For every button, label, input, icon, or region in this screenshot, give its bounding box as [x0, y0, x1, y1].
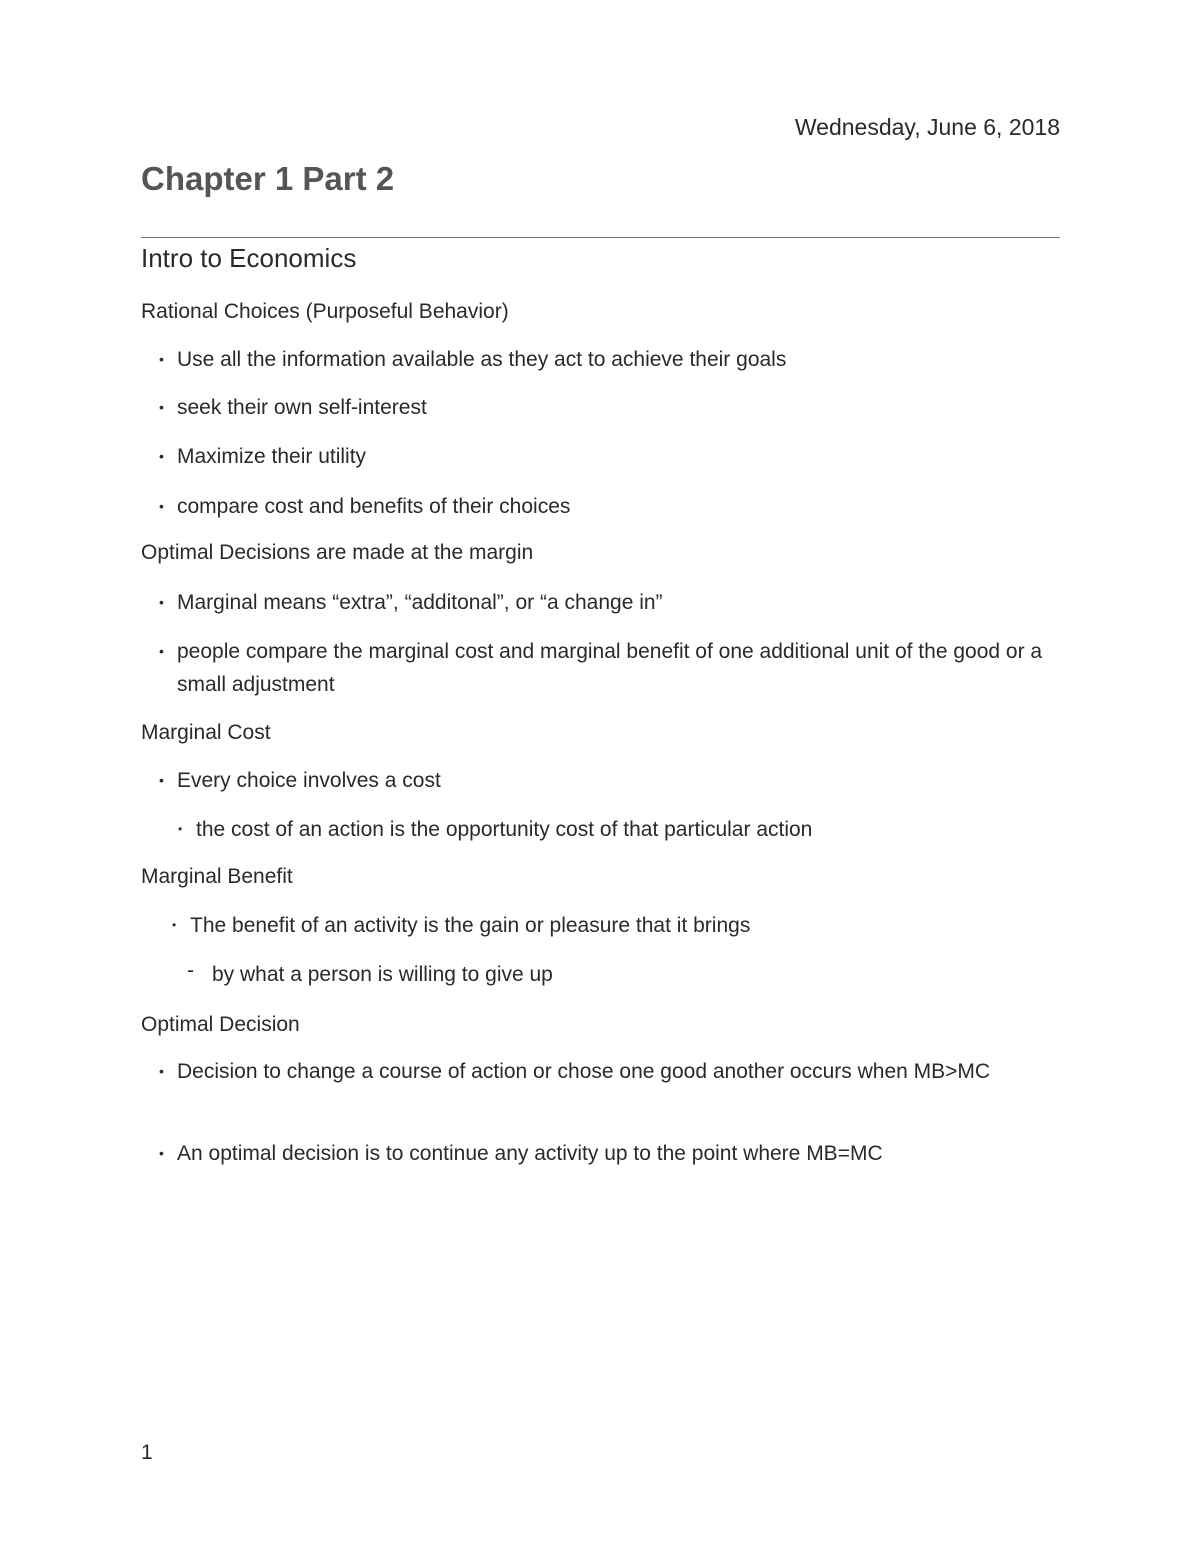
list-item-text: people compare the marginal cost and marginal benefit of one additional unit of the good or a small adjustment	[177, 640, 1043, 696]
page-title: Chapter 1 Part 2	[141, 160, 395, 197]
section-subtitle: Intro to Economics	[141, 243, 357, 273]
dash-icon: -	[187, 959, 194, 982]
bullet-icon: •	[159, 498, 164, 514]
list-item-text: Maximize their utility	[177, 445, 367, 468]
document-date: Wednesday, June 6, 2018	[794, 114, 1060, 140]
bullet-icon: •	[159, 448, 164, 464]
list-item	[159, 764, 1062, 797]
list-item-text: An optimal decision is to continue any activity up to the point where MB=MC	[177, 1142, 883, 1165]
list-item	[159, 490, 1062, 523]
list-item-text: Decision to change a course of action or chose one good another occurs when MB>MC	[177, 1060, 991, 1083]
list-item	[159, 586, 1062, 619]
list-item	[159, 440, 1062, 473]
list-item-text: Marginal means “extra”, “additonal”, or “a change in”	[177, 591, 663, 614]
list-item-text: Every choice involves a cost	[177, 769, 441, 792]
list-item	[159, 391, 1062, 424]
list-item-text: Use all the information available as they act to achieve their goals	[177, 348, 787, 371]
bullet-icon: •	[159, 643, 164, 659]
heading-rational-choices: Rational Choices (Purposeful Behavior)	[141, 300, 509, 323]
list-item-text: seek their own self-interest	[177, 396, 427, 419]
bullet-icon: •	[159, 594, 164, 610]
bullet-icon: •	[178, 822, 183, 836]
list-item-text: by what a person is willing to give up	[212, 963, 553, 986]
bullet-icon: •	[159, 1063, 164, 1079]
bullet-icon: •	[159, 399, 164, 415]
page-number: 1	[141, 1441, 153, 1464]
title-divider	[141, 237, 1060, 238]
list-item-text: compare cost and benefits of their choices	[177, 495, 571, 518]
list-item-text: the cost of an action is the opportunity cost of that particular action	[196, 818, 813, 841]
list-sub-item	[187, 958, 1097, 991]
heading-marginal-benefit: Marginal Benefit	[141, 865, 293, 888]
bullet-icon: •	[159, 351, 164, 367]
list-item-text: The benefit of an activity is the gain or pleasure that it brings	[190, 914, 751, 937]
list-sub-item	[178, 813, 1081, 846]
bullet-icon: •	[172, 918, 177, 932]
list-item	[172, 909, 1075, 942]
list-item	[159, 1055, 1017, 1088]
list-item	[159, 343, 1062, 376]
heading-optimal-decision: Optimal Decision	[141, 1013, 300, 1036]
list-item	[159, 635, 1062, 701]
heading-optimal-decisions-margin: Optimal Decisions are made at the margin	[141, 541, 534, 564]
heading-marginal-cost: Marginal Cost	[141, 721, 271, 744]
bullet-icon: •	[159, 772, 164, 788]
bullet-icon: •	[159, 1145, 164, 1161]
list-item	[159, 1137, 1062, 1170]
